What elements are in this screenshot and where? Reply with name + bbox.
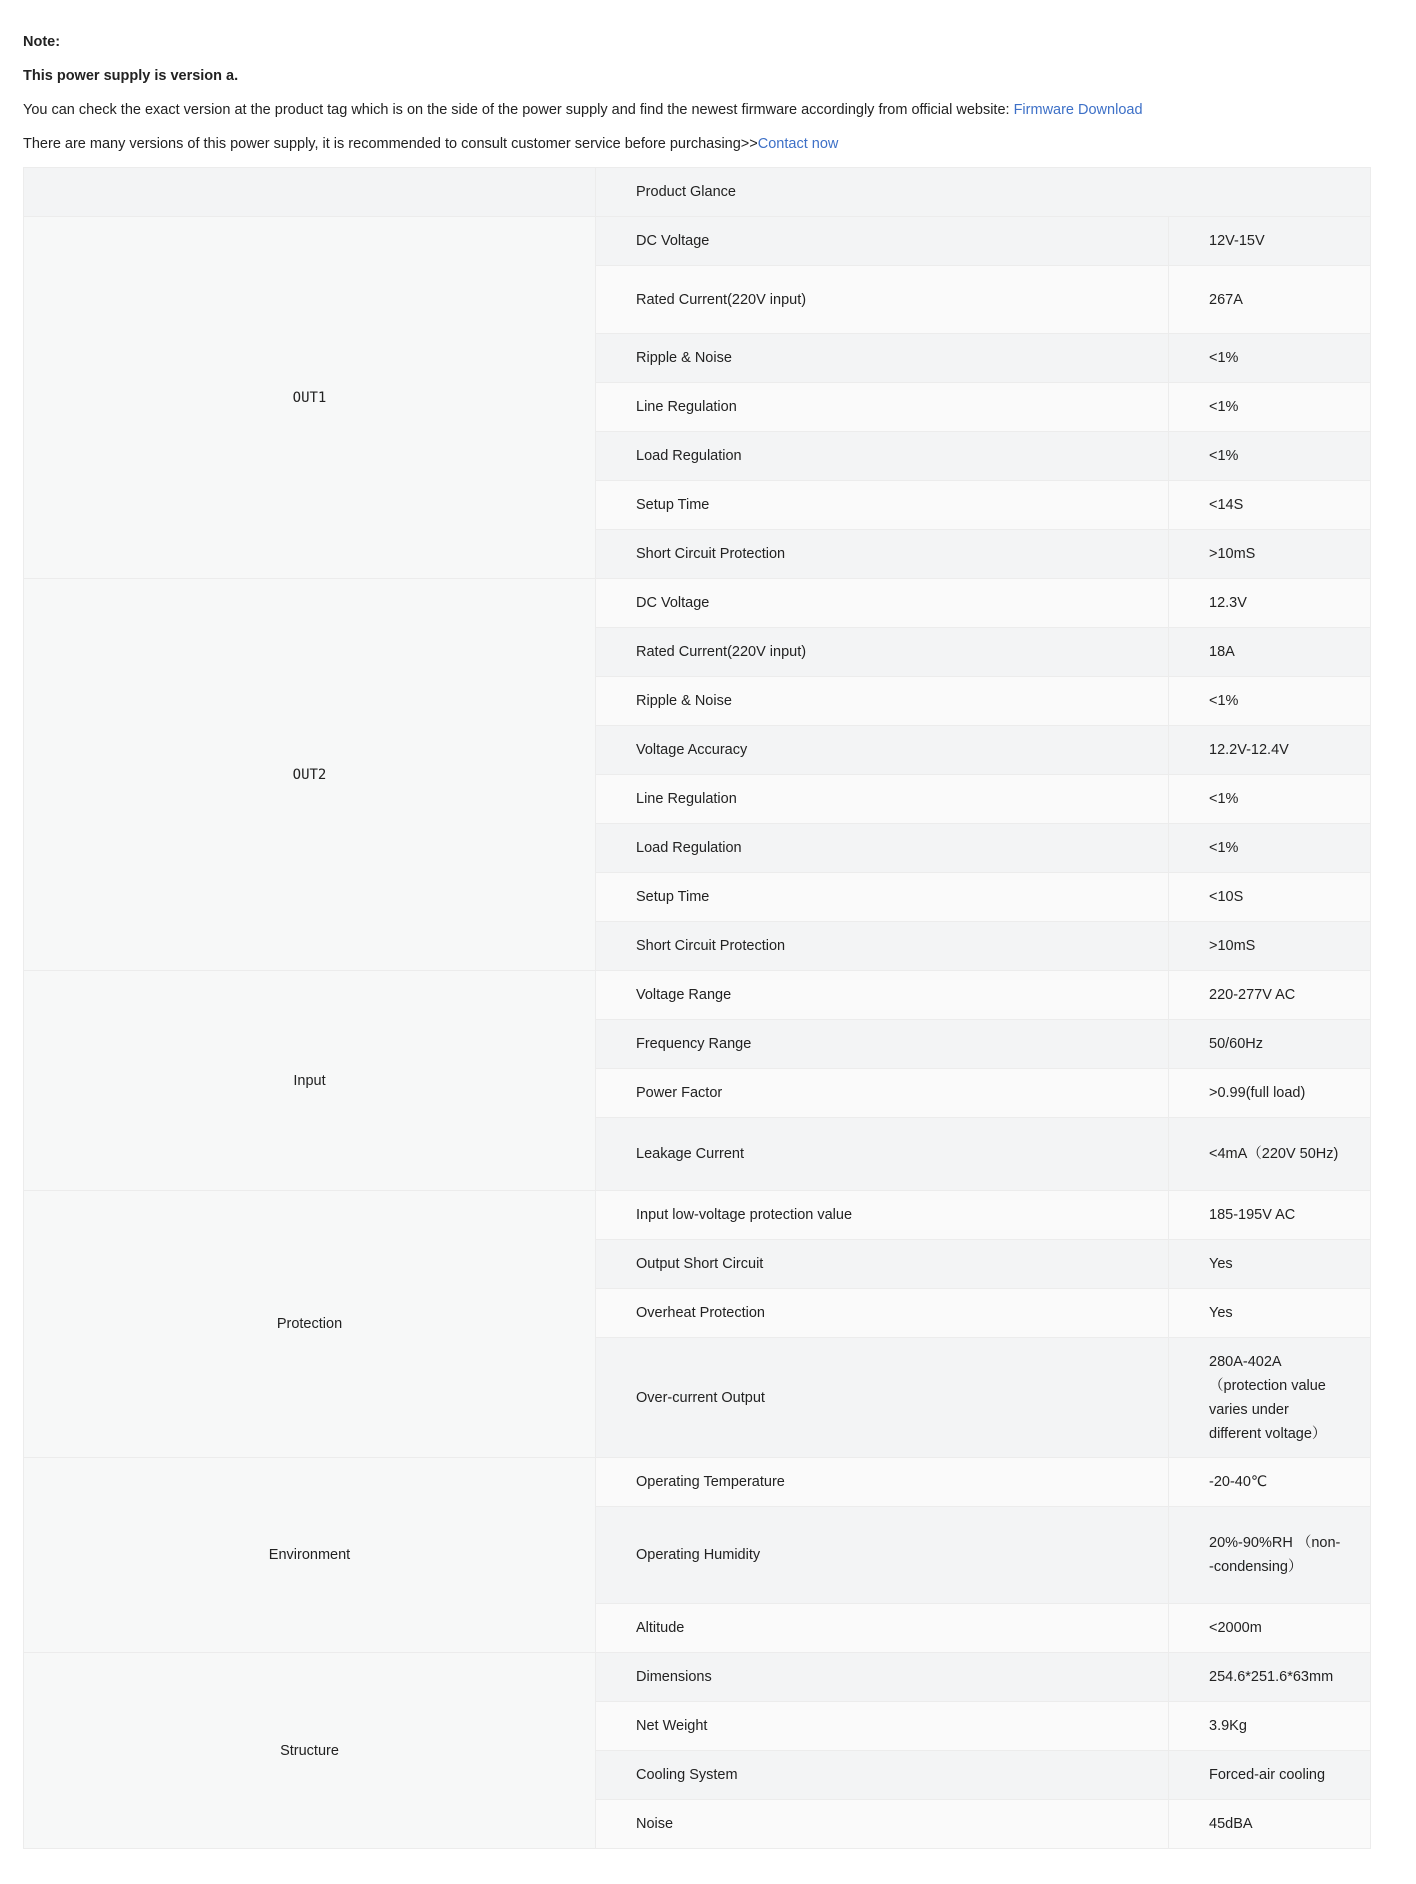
value-cell: 45dBA xyxy=(1169,1800,1371,1849)
table-row xyxy=(24,1191,1371,1240)
value-cell: <1% xyxy=(1169,775,1371,824)
param-cell: Frequency Range xyxy=(596,1020,1169,1069)
value-cell: <1% xyxy=(1169,432,1371,481)
param-cell: Voltage Range xyxy=(596,971,1169,1020)
param-cell: Net Weight xyxy=(596,1702,1169,1751)
param-cell: Short Circuit Protection xyxy=(596,530,1169,579)
value-cell: 220-277V AC xyxy=(1169,971,1371,1020)
param-cell: Load Regulation xyxy=(596,824,1169,873)
value-cell: >0.99(full load) xyxy=(1169,1069,1371,1118)
param-cell: Load Regulation xyxy=(596,432,1169,481)
param-cell: Leakage Current xyxy=(596,1118,1169,1191)
value-cell: <1% xyxy=(1169,677,1371,726)
group-input: Input xyxy=(24,971,596,1191)
table-row xyxy=(24,1458,1371,1507)
table-row xyxy=(24,971,1371,1020)
value-cell: <2000m xyxy=(1169,1604,1371,1653)
spec-table xyxy=(23,167,1371,1849)
param-cell: Line Regulation xyxy=(596,775,1169,824)
param-cell: Rated Current(220V input) xyxy=(596,266,1169,334)
group-protection: Protection xyxy=(24,1191,596,1458)
group-structure: Structure xyxy=(24,1653,596,1849)
note-version: This power supply is version a. xyxy=(23,68,239,84)
param-cell: Ripple & Noise xyxy=(596,334,1169,383)
param-cell: Line Regulation xyxy=(596,383,1169,432)
value-cell: 12V-15V xyxy=(1169,217,1371,266)
param-cell: Setup Time xyxy=(596,873,1169,922)
param-cell: Operating Temperature xyxy=(596,1458,1169,1507)
value-cell: <4mA（220V 50Hz) xyxy=(1169,1118,1371,1191)
param-cell: Voltage Accuracy xyxy=(596,726,1169,775)
value-cell: 50/60Hz xyxy=(1169,1020,1371,1069)
value-cell: 185-195V AC xyxy=(1169,1191,1371,1240)
note-title: Note: xyxy=(23,34,61,50)
header-product-glance: Product Glance xyxy=(596,168,1371,217)
value-cell: Yes xyxy=(1169,1240,1371,1289)
param-cell: Short Circuit Protection xyxy=(596,922,1169,971)
group-out2: OUT2 xyxy=(24,579,596,971)
value-cell: 254.6*251.6*63mm xyxy=(1169,1653,1371,1702)
value-cell: <1% xyxy=(1169,383,1371,432)
param-cell: Dimensions xyxy=(596,1653,1169,1702)
header-blank-cell xyxy=(24,168,596,217)
param-cell: Rated Current(220V input) xyxy=(596,628,1169,677)
value-cell: -20-40℃ xyxy=(1169,1458,1371,1507)
table-row xyxy=(24,1653,1371,1702)
value-cell: Yes xyxy=(1169,1289,1371,1338)
value-cell: >10mS xyxy=(1169,530,1371,579)
param-cell: DC Voltage xyxy=(596,579,1169,628)
param-cell: Input low-voltage protection value xyxy=(596,1191,1169,1240)
param-cell: Altitude xyxy=(596,1604,1169,1653)
value-cell: >10mS xyxy=(1169,922,1371,971)
versions-note xyxy=(23,136,838,152)
table-header-row xyxy=(24,168,1371,217)
value-cell: Forced-air cooling xyxy=(1169,1751,1371,1800)
value-cell: 18A xyxy=(1169,628,1371,677)
param-cell: Power Factor xyxy=(596,1069,1169,1118)
group-environment: Environment xyxy=(24,1458,596,1653)
value-cell: <14S xyxy=(1169,481,1371,530)
group-out1: OUT1 xyxy=(24,217,596,579)
firmware-note xyxy=(23,102,1143,118)
param-cell: Operating Humidity xyxy=(596,1507,1169,1604)
value-cell: 12.2V-12.4V xyxy=(1169,726,1371,775)
value-cell: 267A xyxy=(1169,266,1371,334)
value-cell: <1% xyxy=(1169,824,1371,873)
value-cell: 12.3V xyxy=(1169,579,1371,628)
value-cell: <1% xyxy=(1169,334,1371,383)
param-cell: Cooling System xyxy=(596,1751,1169,1800)
param-cell: Setup Time xyxy=(596,481,1169,530)
param-cell: DC Voltage xyxy=(596,217,1169,266)
table-row xyxy=(24,579,1371,628)
value-cell: <10S xyxy=(1169,873,1371,922)
param-cell: Noise xyxy=(596,1800,1169,1849)
table-row xyxy=(24,217,1371,266)
firmware-note-text: You can check the exact version at the product tag which is on the side of the power supply and find the newest firmware accordingly from official website: xyxy=(23,102,1014,118)
value-cell: 280A-402A （protection value varies under different voltage） xyxy=(1169,1338,1371,1458)
value-cell: 3.9Kg xyxy=(1169,1702,1371,1751)
param-cell: Ripple & Noise xyxy=(596,677,1169,726)
versions-note-text: There are many versions of this power supply, it is recommended to consult customer service before purchasing>> xyxy=(23,136,758,152)
param-cell: Over-current Output xyxy=(596,1338,1169,1458)
param-cell: Overheat Protection xyxy=(596,1289,1169,1338)
param-cell: Output Short Circuit xyxy=(596,1240,1169,1289)
contact-now-link[interactable]: Contact now xyxy=(757,136,839,152)
value-cell: 20%-90%RH （non--condensing） xyxy=(1169,1507,1371,1604)
firmware-download-link[interactable]: Firmware Download xyxy=(1013,102,1143,118)
